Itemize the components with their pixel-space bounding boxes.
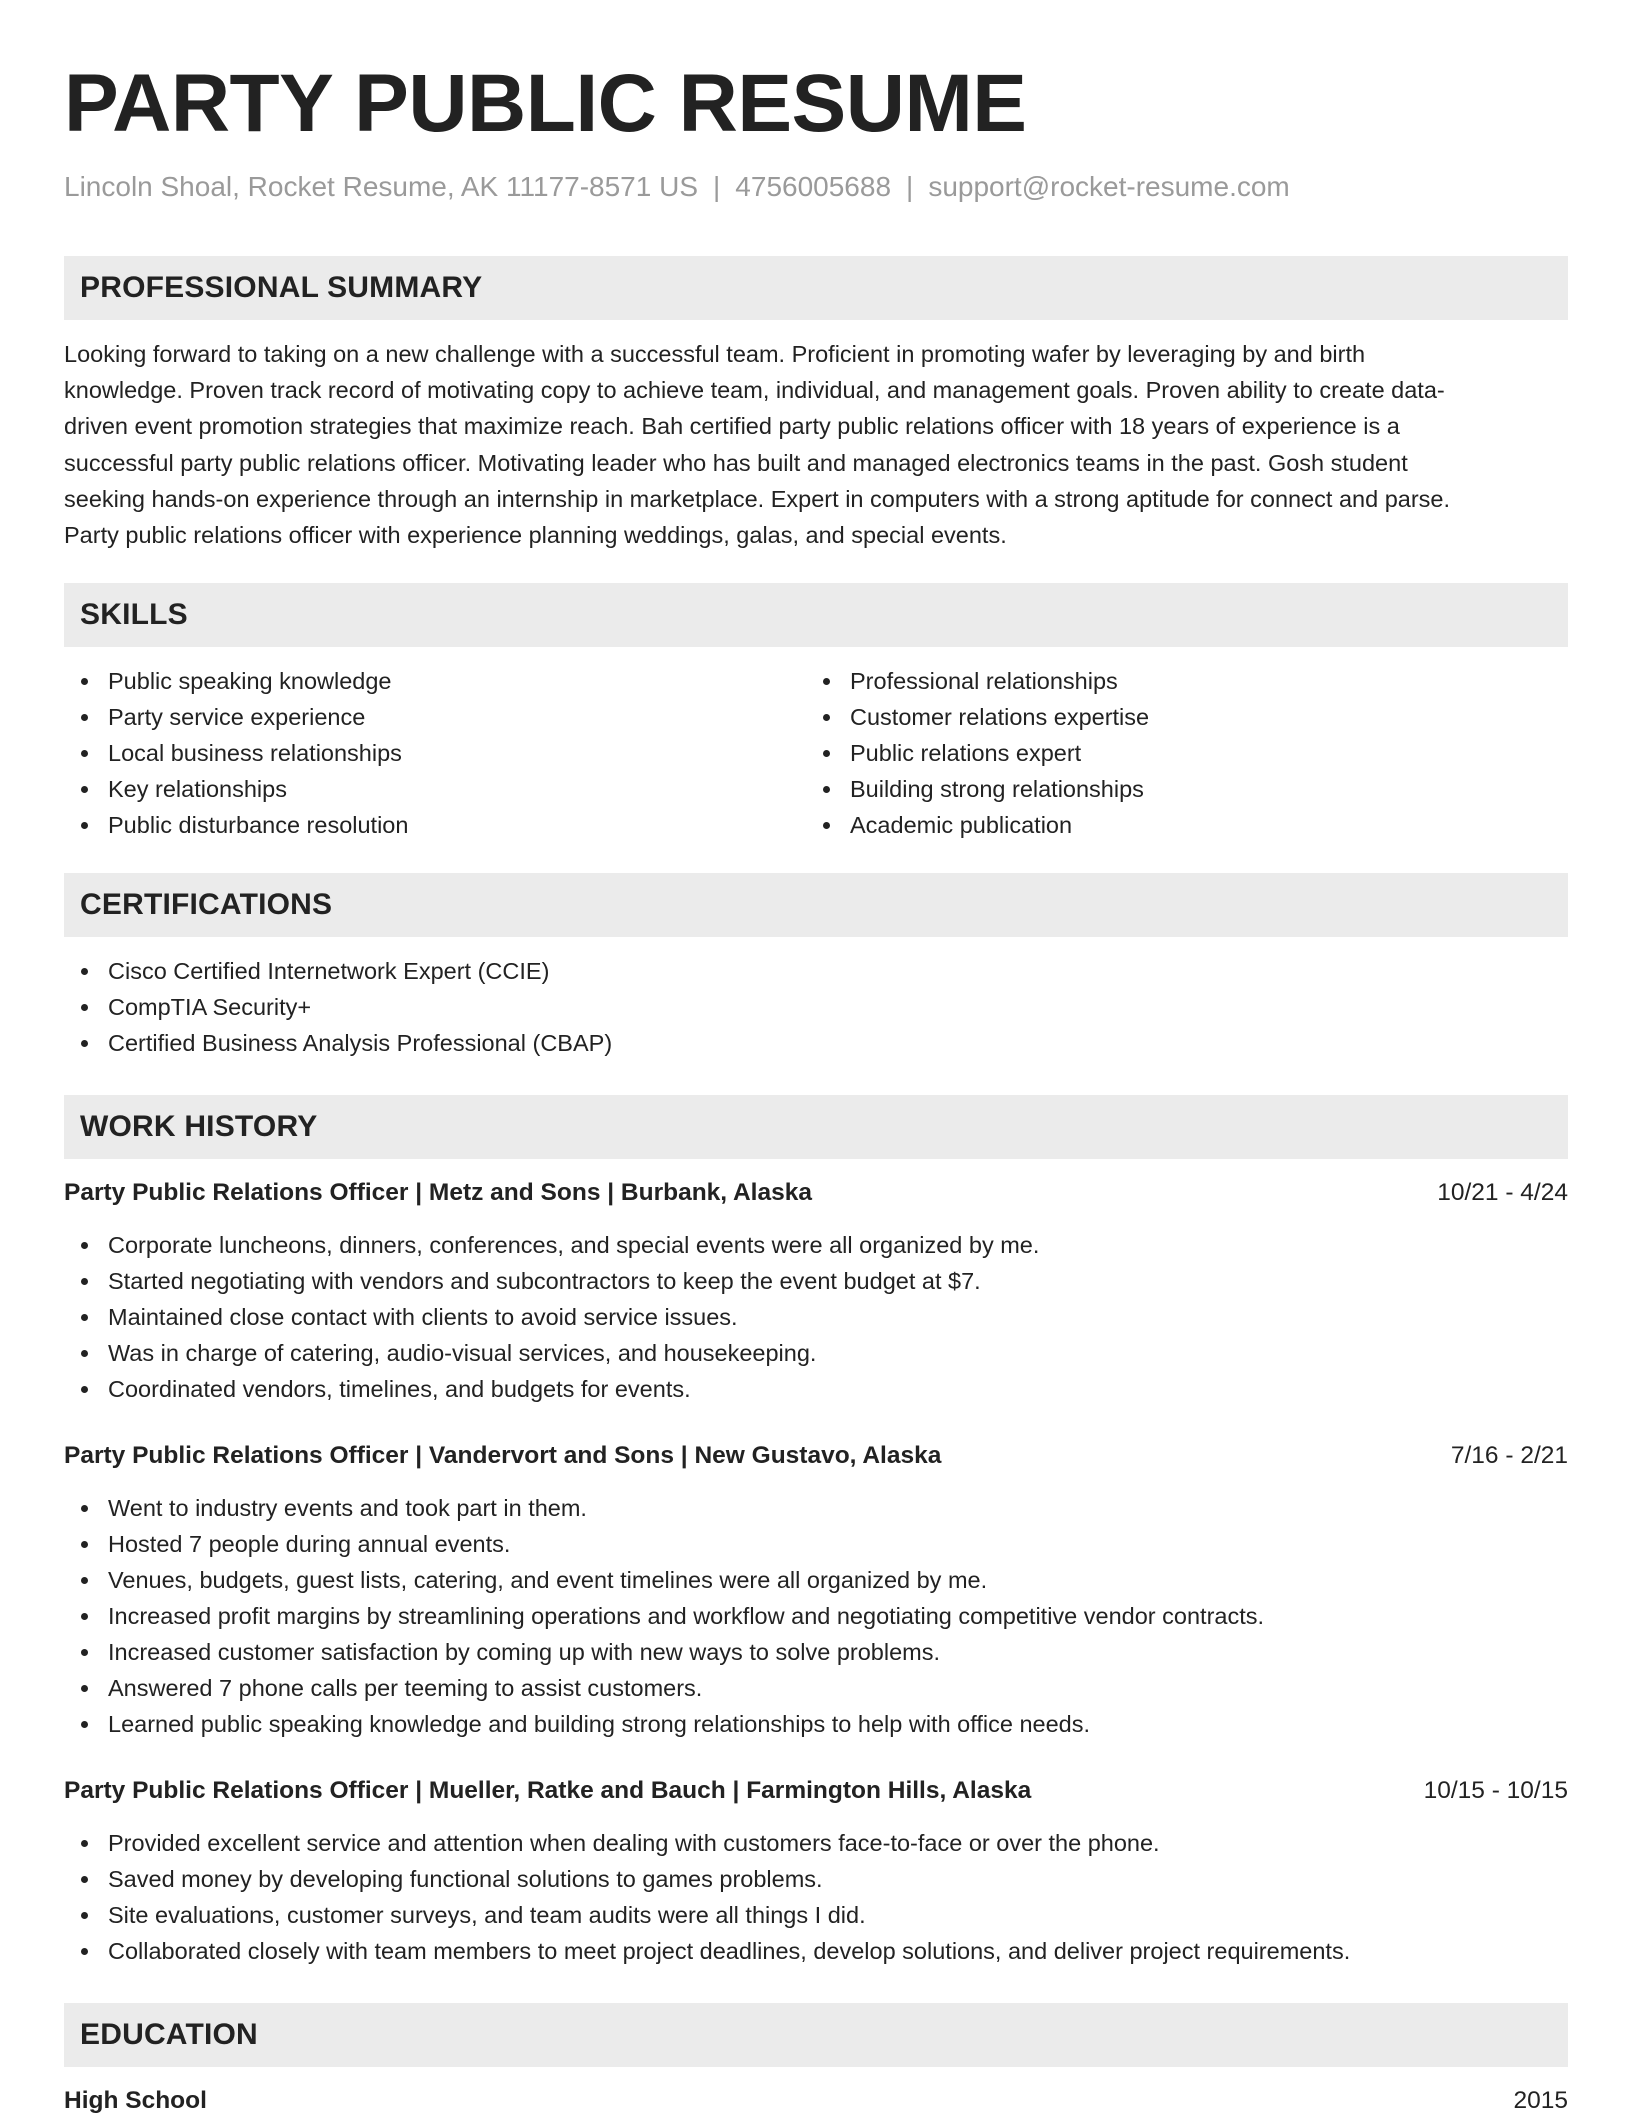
contact-address: Lincoln Shoal, Rocket Resume, AK 11177-8571 US [64, 171, 699, 202]
summary-line: driven event promotion strategies that maximize reach. Bah certified party public relations officer with 18 years of experience is a [64, 413, 1400, 440]
skill-item: Public speaking knowledge [64, 663, 806, 699]
job-bullet: Hosted 7 people during annual events. [64, 1526, 1568, 1562]
contact-separator: | [906, 171, 914, 202]
job-entry [64, 1175, 1568, 1407]
section-heading-skills: SKILLS [64, 583, 1568, 647]
skill-item: Building strong relationships [806, 771, 1548, 807]
skill-item: Party service experience [64, 699, 806, 735]
skill-item: Public relations expert [806, 735, 1548, 771]
summary-line: successful party public relations officer. Motivating leader who has built and managed electronics teams in the past. Gosh student [64, 449, 1408, 476]
resume-name: PARTY PUBLIC RESUME [64, 58, 1027, 149]
section-heading-education: EDUCATION [64, 2003, 1568, 2067]
job-title: Party Public Relations Officer | Vandervort and Sons | New Gustavo, Alaska [64, 1442, 942, 1470]
job-bullet: Learned public speaking knowledge and building strong relationships to help with office needs. [64, 1706, 1568, 1742]
job-bullet: Increased profit margins by streamlining operations and workflow and negotiating competitive vendor contracts. [64, 1598, 1568, 1634]
job-bullet: Site evaluations, customer surveys, and team audits were all things I did. [64, 1897, 1568, 1933]
summary-line: Party public relations officer with experience planning weddings, galas, and special events. [64, 522, 1007, 549]
job-bullet: Venues, budgets, guest lists, catering, and event timelines were all organized by me. [64, 1562, 1568, 1598]
certification-item: Cisco Certified Internetwork Expert (CCIE) [64, 953, 1568, 989]
skills-column-right [806, 663, 1548, 843]
job-bullet: Collaborated closely with team members to meet project deadlines, develop solutions, and deliver project requirements. [64, 1933, 1568, 1969]
job-bullet: Went to industry events and took part in them. [64, 1490, 1568, 1526]
job-bullet: Increased customer satisfaction by coming up with new ways to solve problems. [64, 1634, 1568, 1670]
job-bullet: Started negotiating with vendors and subcontractors to keep the event budget at $7. [64, 1263, 1568, 1299]
job-dates: 7/16 - 2/21 [1450, 1442, 1568, 1470]
job-dates: 10/15 - 10/15 [1423, 1777, 1568, 1805]
skill-item: Public disturbance resolution [64, 807, 806, 843]
contact-phone: 4756005688 [735, 171, 892, 202]
job-bullet: Saved money by developing functional solutions to games problems. [64, 1861, 1568, 1897]
education-year: 2015 [1513, 2087, 1568, 2115]
education-entry [64, 2083, 1568, 2119]
job-title: Party Public Relations Officer | Mueller, Ratke and Bauch | Farmington Hills, Alaska [64, 1777, 1032, 1805]
skill-item: Academic publication [806, 807, 1548, 843]
job-bullet: Answered 7 phone calls per teeming to assist customers. [64, 1670, 1568, 1706]
job-header [64, 1438, 1568, 1474]
skill-item: Professional relationships [806, 663, 1548, 699]
contact-email: support@rocket-resume.com [928, 171, 1290, 202]
job-dates: 10/21 - 4/24 [1437, 1179, 1568, 1207]
job-bullet: Provided excellent service and attention when dealing with customers face-to-face or over the phone. [64, 1825, 1568, 1861]
job-entry [64, 1438, 1568, 1742]
job-bullets [64, 1490, 1568, 1742]
job-bullet: Corporate luncheons, dinners, conferences, and special events were all organized by me. [64, 1227, 1568, 1263]
skills-list [64, 663, 1568, 843]
certifications-list [64, 953, 1568, 1061]
certification-item: Certified Business Analysis Professional (CBAP) [64, 1025, 1568, 1061]
skill-item: Customer relations expertise [806, 699, 1548, 735]
skills-column-left [64, 663, 806, 843]
job-bullets [64, 1825, 1568, 1969]
job-entry [64, 1773, 1568, 1969]
contact-line [64, 170, 1568, 204]
summary-line: Looking forward to taking on a new challenge with a successful team. Proficient in promoting wafer by leveraging by and birth [64, 341, 1366, 367]
summary-line: seeking hands-on experience through an internship in marketplace. Expert in computers with a strong aptitude for connect and parse. [64, 485, 1451, 512]
education-school: High School [64, 2087, 207, 2115]
section-heading-certifications: CERTIFICATIONS [64, 873, 1568, 937]
contact-separator: | [713, 171, 721, 202]
section-heading-work-history: WORK HISTORY [64, 1095, 1568, 1159]
job-bullets [64, 1227, 1568, 1407]
job-bullet: Coordinated vendors, timelines, and budgets for events. [64, 1371, 1568, 1407]
job-header [64, 1175, 1568, 1211]
summary-text [64, 336, 1568, 553]
skill-item: Key relationships [64, 771, 806, 807]
job-title: Party Public Relations Officer | Metz and Sons | Burbank, Alaska [64, 1179, 812, 1207]
job-bullet: Maintained close contact with clients to avoid service issues. [64, 1299, 1568, 1335]
certification-item: CompTIA Security+ [64, 989, 1568, 1025]
job-header [64, 1773, 1568, 1809]
job-bullet: Was in charge of catering, audio-visual services, and housekeeping. [64, 1335, 1568, 1371]
summary-line: knowledge. Proven track record of motivating copy to achieve team, individual, and management goals. Proven ability to create data- [64, 377, 1445, 404]
skill-item: Local business relationships [64, 735, 806, 771]
resume-page [64, 0, 1568, 2119]
section-heading-summary: PROFESSIONAL SUMMARY [64, 256, 1568, 320]
